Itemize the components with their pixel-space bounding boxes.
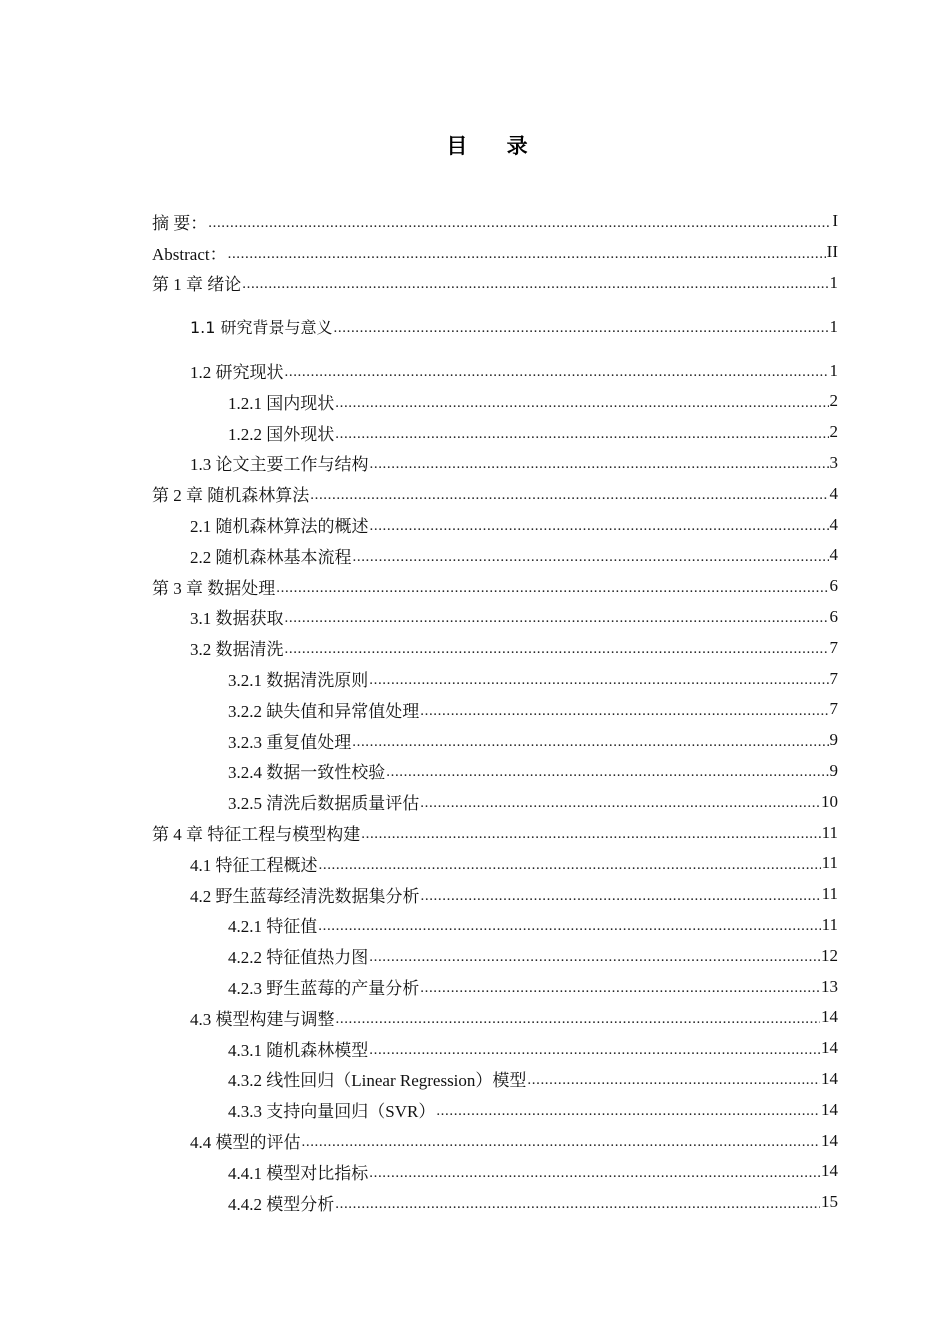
toc-dot-leader xyxy=(420,796,820,811)
toc-dot-leader xyxy=(208,216,829,231)
toc-entry-label: 4.1 特征工程概述 xyxy=(190,851,318,876)
toc-entry-label: 4.2 野生蓝莓经清洗数据集分析 xyxy=(190,882,420,907)
toc-dot-leader xyxy=(386,765,828,780)
toc-entry-label: 1.2.2 国外现状 xyxy=(228,420,334,445)
toc-entry[interactable] xyxy=(152,756,838,787)
toc-dot-leader xyxy=(310,488,828,503)
toc-entry-page: 1 xyxy=(829,360,838,380)
toc-entry-label: 4.2.3 野生蓝莓的产量分析 xyxy=(228,974,419,999)
toc-entry[interactable] xyxy=(152,663,838,694)
toc-entry[interactable] xyxy=(152,509,838,540)
toc-entry[interactable] xyxy=(152,694,838,725)
toc-entry[interactable] xyxy=(152,971,838,1002)
toc-dot-leader xyxy=(276,581,828,596)
toc-entry-label: 4.4.1 模型对比指标 xyxy=(228,1159,368,1184)
toc-entry-label: 3.2 数据清洗 xyxy=(190,635,284,660)
toc-entry[interactable] xyxy=(152,1156,838,1187)
toc-entry-page: 4 xyxy=(829,514,838,534)
toc-entry[interactable] xyxy=(152,206,838,237)
toc-title: 目 录 xyxy=(446,134,544,158)
toc-entry-page: 14 xyxy=(821,1161,838,1181)
toc-entry-page: 11 xyxy=(821,884,838,904)
toc-entry-page: 11 xyxy=(821,853,838,873)
toc-entry-label: 2.1 随机森林算法的概述 xyxy=(190,512,369,537)
toc-entry-page: 4 xyxy=(829,545,838,565)
toc-dot-leader xyxy=(527,1073,820,1088)
toc-entry[interactable] xyxy=(152,910,838,941)
toc-entry-label: 1.2.1 国内现状 xyxy=(228,389,334,414)
toc-dot-leader xyxy=(369,673,828,688)
toc-dot-leader xyxy=(335,396,828,411)
toc-entry[interactable] xyxy=(152,879,838,910)
toc-entry[interactable] xyxy=(152,1125,838,1156)
toc-dot-leader xyxy=(370,457,829,472)
toc-entry-page: 6 xyxy=(829,606,838,626)
toc-entry[interactable] xyxy=(152,448,838,479)
toc-dot-leader xyxy=(370,519,829,534)
toc-entry-page: 1 xyxy=(829,272,838,292)
toc-entry-page: 9 xyxy=(829,760,838,780)
toc-dot-leader xyxy=(336,1012,821,1027)
toc-entry-label: 第 3 章 数据处理 xyxy=(152,574,275,599)
toc-dot-leader xyxy=(421,889,821,904)
toc-entry[interactable] xyxy=(152,725,838,756)
toc-entry-page: 14 xyxy=(821,1038,838,1058)
toc-entry-label: 3.2.1 数据清洗原则 xyxy=(228,666,368,691)
toc-entry[interactable] xyxy=(152,386,838,417)
toc-dot-leader xyxy=(285,642,829,657)
toc-entry[interactable] xyxy=(152,1187,838,1218)
toc-entry-label: 第 2 章 随机森林算法 xyxy=(152,481,309,506)
toc-entry-page: 6 xyxy=(829,576,838,596)
toc-dot-leader xyxy=(369,1166,820,1181)
toc-entry-page: 4 xyxy=(829,483,838,503)
toc-entry[interactable] xyxy=(152,632,838,663)
toc-dot-leader xyxy=(228,247,826,262)
toc-entry-page: I xyxy=(832,211,838,231)
toc-entry-page: 12 xyxy=(821,945,838,965)
toc-entry[interactable] xyxy=(152,478,838,509)
toc-entry-page: 7 xyxy=(829,637,838,657)
toc-entry-label: 第 1 章 绪论 xyxy=(152,270,241,295)
toc-dot-leader xyxy=(334,321,829,336)
toc-entry-page: 14 xyxy=(821,1099,838,1119)
toc-entry-label: 3.2.4 数据一致性校验 xyxy=(228,758,385,783)
toc-entry-label: 1.3 论文主要工作与结构 xyxy=(190,450,369,475)
toc-entry-label: 3.2.2 缺失值和异常值处理 xyxy=(228,697,419,722)
toc-entry-page: 15 xyxy=(821,1192,838,1212)
toc-entry-page: 7 xyxy=(829,699,838,719)
toc-entry[interactable] xyxy=(152,848,838,879)
toc-dot-leader xyxy=(285,365,829,380)
toc-entry-page: 2 xyxy=(829,422,838,442)
toc-entry-label: 4.3 模型构建与调整 xyxy=(190,1005,335,1030)
toc-entry[interactable] xyxy=(152,817,838,848)
toc-dot-leader xyxy=(335,427,828,442)
toc-dot-leader xyxy=(369,1043,820,1058)
toc-entry-label: 4.3.1 随机森林模型 xyxy=(228,1036,368,1061)
toc-dot-leader xyxy=(420,981,820,996)
toc-dot-leader xyxy=(335,1197,820,1212)
toc-entry-label: 1.1 研究背景与意义 xyxy=(190,315,333,338)
toc-entry[interactable] xyxy=(152,602,838,633)
toc-entry-page: 7 xyxy=(829,668,838,688)
toc-entry[interactable] xyxy=(152,571,838,602)
toc-entry-label: 第 4 章 特征工程与模型构建 xyxy=(152,820,360,845)
toc-entry[interactable] xyxy=(152,268,838,299)
toc-entry[interactable] xyxy=(152,540,838,571)
toc-entry-page: 9 xyxy=(829,730,838,750)
toc-entry-page: II xyxy=(826,242,838,262)
toc-entry-page: 13 xyxy=(821,976,838,996)
toc-entry[interactable] xyxy=(152,786,838,817)
toc-entry-label: 2.2 随机森林基本流程 xyxy=(190,543,352,568)
toc-entry-page: 3 xyxy=(829,452,838,472)
toc-entry[interactable] xyxy=(152,1002,838,1033)
toc-entry-page: 11 xyxy=(821,914,838,934)
toc-dot-leader xyxy=(352,735,828,750)
toc-entry[interactable] xyxy=(152,1094,838,1125)
toc-entry-page: 2 xyxy=(829,391,838,411)
toc-entry[interactable] xyxy=(152,311,838,342)
toc-entry-label: 4.4.2 模型分析 xyxy=(228,1190,334,1215)
toc-entry[interactable] xyxy=(152,417,838,448)
toc-dot-leader xyxy=(319,858,821,873)
toc-dot-leader xyxy=(369,950,820,965)
toc-entry[interactable] xyxy=(152,1033,838,1064)
toc-dot-leader xyxy=(353,550,829,565)
toc-entry-label: 3.1 数据获取 xyxy=(190,604,284,629)
toc-dot-leader xyxy=(302,1135,821,1150)
toc-entry-label: 摘 要： xyxy=(152,209,207,234)
toc-entry-page: 10 xyxy=(821,791,838,811)
toc-entry-label: 4.4 模型的评估 xyxy=(190,1128,301,1153)
toc-entry[interactable] xyxy=(152,1064,838,1095)
toc-entry-label: 3.2.3 重复值处理 xyxy=(228,728,351,753)
toc-entry-page: 14 xyxy=(821,1007,838,1027)
toc-entry-page: 11 xyxy=(821,822,838,842)
toc-entry-label: 4.2.1 特征值 xyxy=(228,912,317,937)
toc-dot-leader xyxy=(285,611,829,626)
toc-entry[interactable] xyxy=(152,237,838,268)
table-of-contents xyxy=(152,206,838,1218)
toc-entry-label: 4.3.3 支持向量回归（SVR） xyxy=(228,1097,435,1122)
toc-dot-leader xyxy=(420,704,828,719)
toc-entry-label: 4.3.2 线性回归（Linear Regression）模型 xyxy=(228,1066,526,1091)
toc-entry-label: 4.2.2 特征值热力图 xyxy=(228,943,368,968)
toc-dot-leader xyxy=(361,827,820,842)
toc-dot-leader xyxy=(318,919,820,934)
toc-entry-label: 1.2 研究现状 xyxy=(190,358,284,383)
toc-entry-page: 1 xyxy=(829,316,838,336)
toc-entry-label: Abstract： xyxy=(152,240,227,265)
toc-entry-label: 3.2.5 清洗后数据质量评估 xyxy=(228,789,419,814)
toc-dot-leader xyxy=(436,1104,820,1119)
toc-entry-page: 14 xyxy=(821,1130,838,1150)
toc-entry[interactable] xyxy=(152,355,838,386)
toc-entry-page: 14 xyxy=(821,1068,838,1088)
toc-entry[interactable] xyxy=(152,940,838,971)
toc-dot-leader xyxy=(242,277,828,292)
